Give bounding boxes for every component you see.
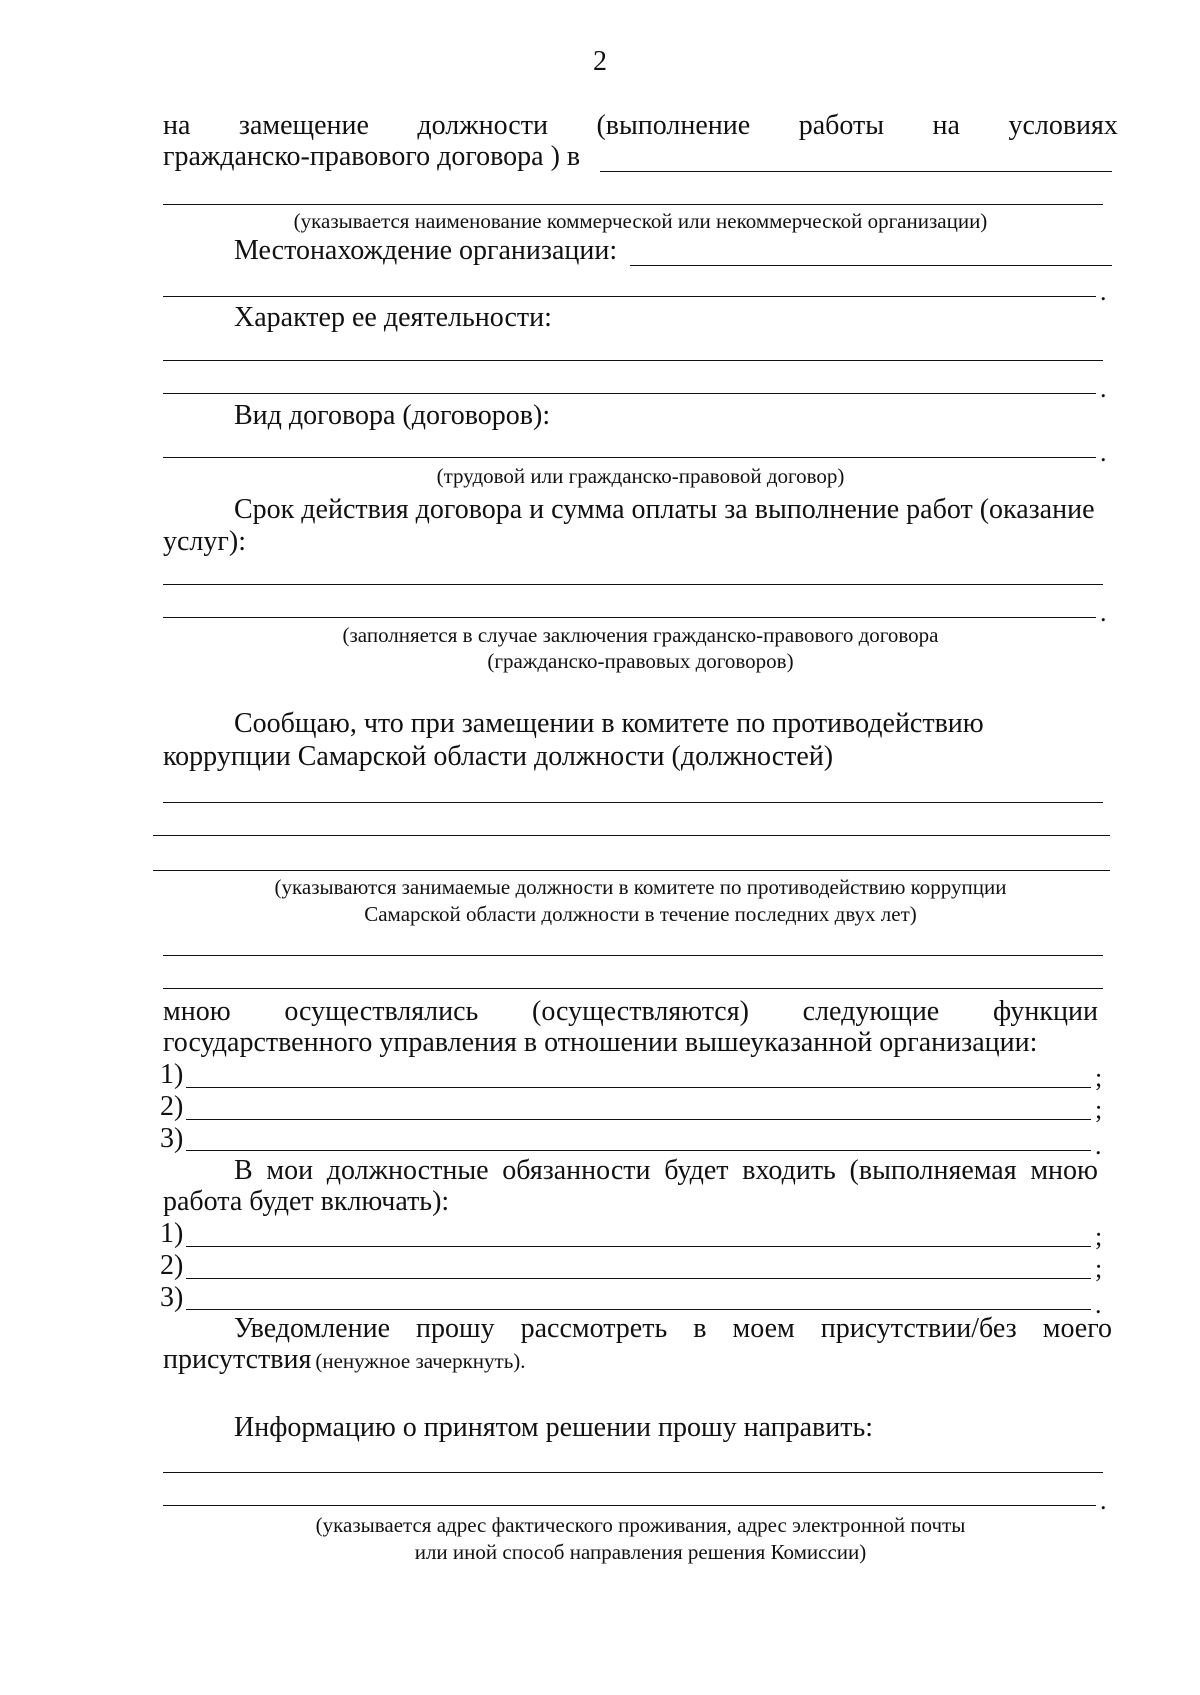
org-name-hint: (указывается наименование коммерческой или некоммерческой организации) xyxy=(293,209,988,233)
period-mark: . xyxy=(1095,1290,1102,1319)
location-field[interactable] xyxy=(630,265,1112,266)
address-field-line-2[interactable] xyxy=(163,1505,1096,1506)
duties-line-1 xyxy=(234,1155,1098,1187)
functions-word: следующие xyxy=(802,996,940,1027)
duties-word: входить xyxy=(742,1155,836,1186)
duties-item-number: 3) xyxy=(160,1282,184,1313)
functions-word: мною xyxy=(163,996,231,1027)
period-mark: . xyxy=(1100,277,1107,306)
notice-word: прошу xyxy=(416,1313,495,1344)
duties-word: (выполняемая xyxy=(849,1155,1017,1186)
functions-word: (осуществляются) xyxy=(532,996,749,1027)
duties-line-2: работа будет включать): xyxy=(163,1186,450,1217)
positions-field-line-2[interactable] xyxy=(153,835,1110,836)
notice-line-2 xyxy=(163,1344,526,1376)
contract-type-field[interactable] xyxy=(163,457,1096,458)
duties-word: мною xyxy=(1030,1155,1098,1186)
activity-label: Характер ее деятельности: xyxy=(234,302,552,333)
org-name-field-line-2[interactable] xyxy=(163,204,1103,205)
positions-field-line-3[interactable] xyxy=(153,870,1110,871)
page-number: 2 xyxy=(593,46,607,77)
period-mark: . xyxy=(1100,1486,1107,1515)
functions-item-field[interactable] xyxy=(186,1150,1091,1151)
notice-line-2-main: присутствия xyxy=(163,1344,312,1375)
term-field[interactable] xyxy=(163,584,1103,585)
semicolon-mark: ; xyxy=(1095,1222,1103,1251)
functions-item-field[interactable] xyxy=(186,1119,1091,1120)
duties-item-field[interactable] xyxy=(186,1278,1091,1279)
functions-line-2: государственного управления в отношении вышеуказанной организации: xyxy=(163,1027,1038,1058)
semicolon-mark: ; xyxy=(1095,1095,1103,1124)
notice-word: моем xyxy=(732,1313,795,1344)
functions-item-number: 2) xyxy=(160,1091,184,1122)
info-label: Информацию о принятом решении прошу направить: xyxy=(234,1412,874,1443)
period-mark: . xyxy=(1095,1131,1102,1160)
positions-hint-line-2: Самарской области должности в течение последних двух лет) xyxy=(364,902,917,926)
term-label-line-2: услуг): xyxy=(163,526,246,557)
duties-item-field[interactable] xyxy=(186,1246,1091,1247)
intro-word: на xyxy=(163,110,191,141)
functions-word: функции xyxy=(992,996,1098,1027)
positions-field[interactable] xyxy=(163,802,1103,803)
intro-line-1 xyxy=(163,110,1118,142)
location-label: Местонахождение организации: xyxy=(234,235,618,266)
notice-word: Уведомление xyxy=(234,1313,391,1344)
duties-item-field[interactable] xyxy=(186,1309,1091,1310)
functions-item-number: 3) xyxy=(160,1123,184,1154)
semicolon-mark: ; xyxy=(1095,1063,1103,1092)
functions-line-1 xyxy=(163,996,1098,1028)
contract-type-label: Вид договора (договоров): xyxy=(234,400,551,431)
notice-line-2-note: (ненужное зачеркнуть). xyxy=(315,1349,526,1373)
period-mark: . xyxy=(1100,374,1107,403)
intro-word: на xyxy=(932,110,960,141)
intro-line-2: гражданско-правового договора ) в xyxy=(163,141,581,172)
functions-word: осуществлялись xyxy=(284,996,479,1027)
intro-word: работы xyxy=(798,110,885,141)
address-hint-line-1: (указывается адрес фактического проживания, адрес электронной почты xyxy=(315,1513,966,1537)
intro-word: должности xyxy=(417,110,548,141)
notice-line-1 xyxy=(234,1313,1112,1345)
report-line-2: коррупции Самарской области должности (должностей) xyxy=(163,741,834,772)
notice-word: рассмотреть xyxy=(520,1313,668,1344)
semicolon-mark: ; xyxy=(1095,1254,1103,1283)
term-hint-line-2: (гражданско-правовых договоров) xyxy=(487,649,794,673)
positions-hint-line-1: (указываются занимаемые должности в комитете по противодействию коррупции xyxy=(274,875,1007,899)
functions-item-field[interactable] xyxy=(186,1087,1091,1088)
duties-item-number: 1) xyxy=(160,1218,184,1249)
term-label-line-1: Срок действия договора и сумма оплаты за выполнение работ (оказание xyxy=(234,494,1095,525)
notice-word: моего xyxy=(1042,1313,1112,1344)
period-mark: . xyxy=(1100,598,1107,627)
duties-word: будет xyxy=(664,1155,729,1186)
duties-word: обязанности xyxy=(502,1155,651,1186)
duties-word: должностные xyxy=(326,1155,489,1186)
duties-item-number: 2) xyxy=(160,1250,184,1281)
intro-word: условиях xyxy=(1008,110,1118,141)
address-hint-line-2: или иной способ направления решения Комиссии) xyxy=(414,1540,867,1564)
activity-field-line-2[interactable] xyxy=(163,393,1096,394)
functions-item-number: 1) xyxy=(160,1059,184,1090)
notice-word: в xyxy=(693,1313,707,1344)
org-name-field[interactable] xyxy=(600,171,1112,172)
intro-word: замещение xyxy=(238,110,369,141)
notice-word: присутствии/без xyxy=(820,1313,1017,1344)
term-hint-line-1: (заполняется в случае заключения гражданско-правового договора xyxy=(342,623,939,647)
term-field-line-2[interactable] xyxy=(163,617,1096,618)
intro-word: (выполнение xyxy=(596,110,751,141)
positions-field-line-5[interactable] xyxy=(163,988,1103,989)
address-field[interactable] xyxy=(163,1472,1103,1473)
report-line-1: Сообщаю, что при замещении в комитете по противодействию xyxy=(234,708,984,739)
location-field-line-2[interactable] xyxy=(163,296,1096,297)
contract-type-hint: (трудовой или гражданско-правовой договор) xyxy=(436,464,845,488)
duties-word: В xyxy=(234,1155,253,1186)
positions-field-line-4[interactable] xyxy=(163,955,1103,956)
period-mark: . xyxy=(1100,438,1107,467)
activity-field[interactable] xyxy=(163,360,1103,361)
duties-word: мои xyxy=(266,1155,314,1186)
